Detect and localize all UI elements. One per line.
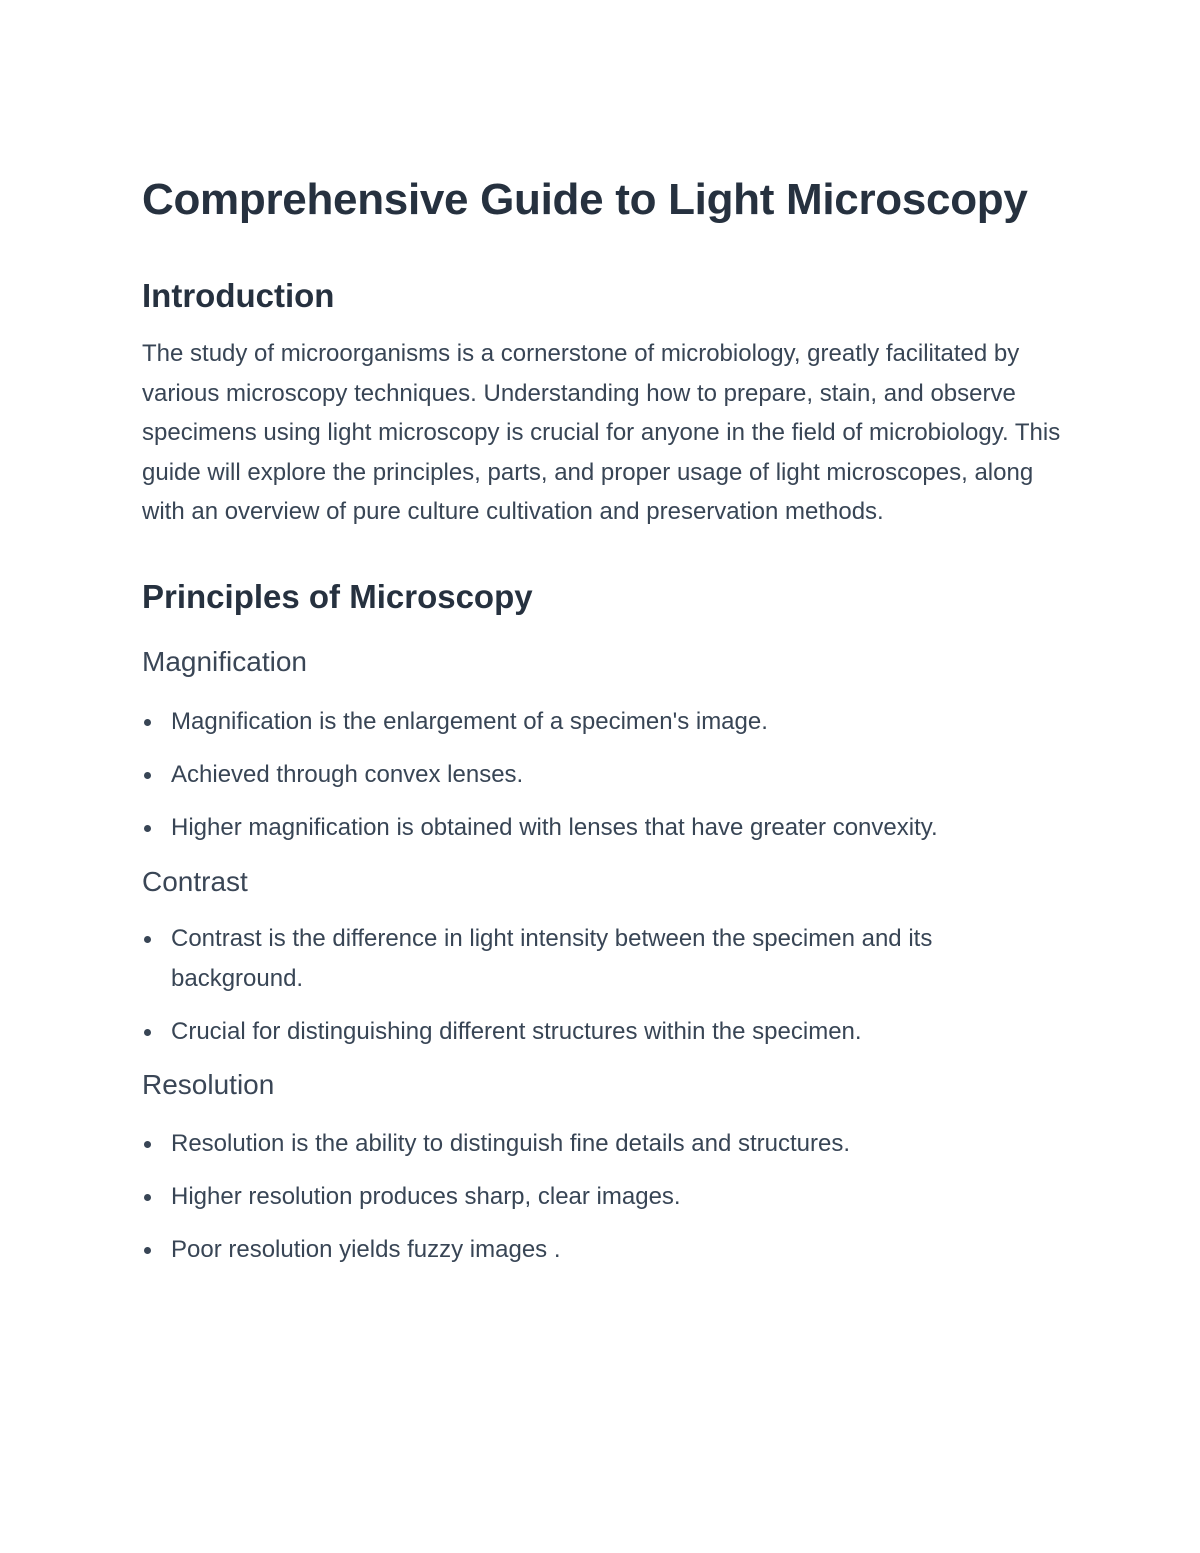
bullet-icon bbox=[144, 1141, 151, 1148]
bullet-icon bbox=[144, 825, 151, 832]
list-item-text: Poor resolution yields fuzzy images . bbox=[171, 1235, 561, 1263]
bullet-icon bbox=[144, 772, 151, 779]
bullet-icon bbox=[144, 1194, 151, 1201]
bullet-icon bbox=[144, 1247, 151, 1254]
list-item-text: Higher resolution produces sharp, clear images. bbox=[171, 1182, 681, 1210]
principles-heading: Principles of Microscopy bbox=[142, 577, 533, 615]
document-title: Comprehensive Guide to Light Microscopy bbox=[142, 175, 1028, 224]
list-item-text: Crucial for distinguishing different structures within the specimen. bbox=[171, 1017, 862, 1045]
list-item-text: Contrast is the difference in light intensity between the specimen and its background. bbox=[171, 924, 933, 992]
resolution-heading: Resolution bbox=[142, 1068, 275, 1100]
list-item bbox=[142, 702, 1062, 742]
magnification-list bbox=[142, 702, 1062, 848]
bullet-icon bbox=[144, 1029, 151, 1036]
contrast-list bbox=[142, 919, 1062, 1052]
list-item bbox=[142, 1177, 1062, 1217]
list-item-text: Achieved through convex lenses. bbox=[171, 760, 524, 788]
list-item bbox=[142, 1012, 1062, 1052]
introduction-paragraph: The study of microorganisms is a cornerstone of microbiology, greatly facilitated by various microscopy techniques. Understanding how to prepare, stain, and observe specimens using light microscopy is crucial for anyone in the field of microbiology. This guide will explore the principles, parts, and proper usage of light microscopes, along with an overview of pure culture cultivation and preservation methods. bbox=[142, 340, 1061, 526]
bullet-icon bbox=[144, 719, 151, 726]
list-item-text: Resolution is the ability to distinguish fine details and structures. bbox=[171, 1129, 851, 1157]
bullet-icon bbox=[144, 936, 151, 943]
list-item-text: Magnification is the enlargement of a specimen's image. bbox=[171, 707, 768, 735]
list-item bbox=[142, 755, 1062, 795]
introduction-heading: Introduction bbox=[142, 277, 335, 314]
magnification-heading: Magnification bbox=[142, 645, 307, 677]
resolution-list bbox=[142, 1124, 1062, 1270]
document-page bbox=[142, 168, 1062, 1270]
list-item bbox=[142, 919, 1062, 999]
list-item bbox=[142, 1124, 1062, 1164]
list-item bbox=[142, 808, 1062, 848]
contrast-heading: Contrast bbox=[142, 865, 248, 897]
list-item-text: Higher magnification is obtained with lenses that have greater convexity. bbox=[171, 813, 938, 841]
list-item bbox=[142, 1230, 1062, 1270]
